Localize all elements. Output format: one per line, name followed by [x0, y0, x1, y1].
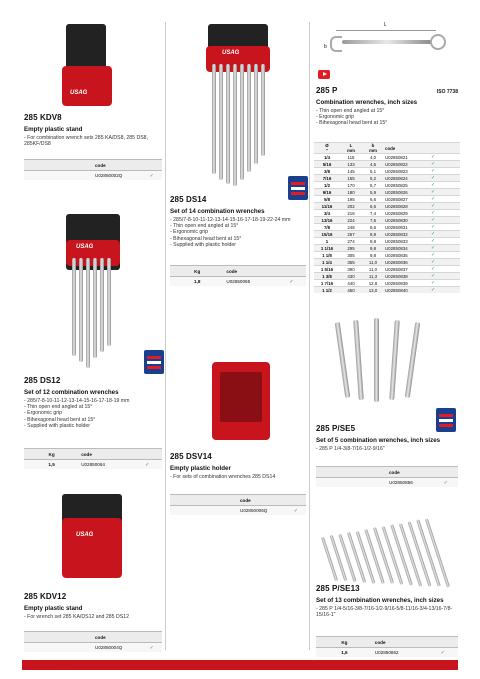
- check-icon: ✓: [430, 210, 460, 217]
- code-header: code: [373, 637, 439, 648]
- table-row: [314, 161, 460, 168]
- code-cell: U02850826: [384, 189, 430, 196]
- table-row: [314, 175, 460, 182]
- size-cell: 11/16: [314, 203, 340, 210]
- size-cell: 1/2: [314, 182, 340, 189]
- length-cell: 224: [340, 217, 362, 224]
- length-cell: 267: [340, 231, 362, 238]
- kg-header: Kg: [316, 637, 373, 648]
- check-icon: ✓: [430, 161, 460, 168]
- kdv12-code-table: [24, 631, 162, 652]
- b-cell: 11,0: [362, 259, 384, 266]
- dsv14-code-table: [170, 494, 306, 515]
- length-cell: 180: [340, 189, 362, 196]
- product-kdv12: [24, 592, 162, 620]
- code-cell: U02850831: [384, 224, 430, 231]
- bullet: - Ergonomic grip: [24, 410, 63, 417]
- size-cell: 1 1/2: [314, 287, 340, 294]
- product-ds14: [170, 195, 306, 248]
- bullet: - Supplied with plastic holder: [170, 241, 237, 248]
- product-bullets: [316, 606, 458, 618]
- check-icon: ✓: [292, 506, 306, 516]
- table-row: [314, 245, 460, 252]
- col-code-header: code: [384, 143, 430, 154]
- check-icon: ✓: [430, 287, 460, 294]
- product-code: 285 KDV8: [24, 113, 62, 122]
- product-code: 285 DSV14: [170, 452, 212, 461]
- product-title: Combination wrenches, inch sizes: [316, 99, 418, 106]
- b-cell: 6,6: [362, 196, 384, 203]
- code-value: U02850006Q: [238, 506, 292, 516]
- code-header: code: [93, 160, 148, 171]
- product-bullets: [24, 614, 162, 620]
- product-pse13: [316, 584, 458, 618]
- code-cell: U02850835: [384, 252, 430, 259]
- product-bullets: [170, 217, 306, 248]
- bullet: - Bihexagonal head bent at 15°: [170, 235, 242, 242]
- length-cell: 155: [340, 175, 362, 182]
- size-cell: 5/16: [314, 161, 340, 168]
- check-icon: ✓: [430, 182, 460, 189]
- col-b-header: b mm: [362, 143, 384, 154]
- product-bullets: [170, 474, 306, 480]
- b-cell: 5,2: [362, 175, 384, 182]
- check-icon: ✓: [143, 460, 162, 470]
- length-cell: 145: [340, 168, 362, 175]
- table-row: [314, 189, 460, 196]
- bullet: - Supplied with plastic holder: [24, 422, 91, 429]
- code-cell: U02850822: [384, 161, 430, 168]
- product-title: Set of 12 combination wrenches: [24, 389, 119, 396]
- product-bullets: [316, 446, 458, 452]
- size-cell: 9/16: [314, 189, 340, 196]
- length-cell: 355: [340, 259, 362, 266]
- code-header: code: [387, 467, 442, 478]
- product-dsv14: [170, 452, 306, 480]
- bullet: - Thin open end angled at 15°: [170, 223, 239, 230]
- table-row: [314, 231, 460, 238]
- code-cell: U02850834: [384, 245, 430, 252]
- code-cell: U02850832: [384, 231, 430, 238]
- check-icon: ✓: [430, 217, 460, 224]
- check-icon: ✓: [430, 280, 460, 287]
- product-code: 285 P/SE5: [316, 424, 356, 433]
- usag-badge-icon: [144, 350, 164, 374]
- code-cell: U02850824: [384, 175, 430, 182]
- check-icon: ✓: [430, 175, 460, 182]
- footer-bar: [22, 660, 458, 670]
- col-length-header: L mm: [340, 143, 362, 154]
- bullet: - 285/7-8-10-11-12-13-14-15-16-17-18-19 mm: [24, 398, 130, 404]
- table-row: [314, 154, 460, 161]
- code-header: code: [224, 266, 287, 277]
- code-cell: U02850830: [384, 217, 430, 224]
- pse5-code-table: [316, 466, 458, 487]
- product-p: [316, 86, 458, 127]
- b-cell: 6,6: [362, 203, 384, 210]
- b-cell: 5,9: [362, 189, 384, 196]
- size-cell: 7/8: [314, 224, 340, 231]
- table-row: [314, 273, 460, 280]
- length-cell: 195: [340, 196, 362, 203]
- product-bullets: [316, 108, 458, 127]
- bullet: - For sets of combination wrenches 285 DS14: [170, 474, 276, 480]
- length-cell: 274: [340, 238, 362, 245]
- bullet: - Ergonomic grip: [170, 229, 209, 236]
- check-icon: ✓: [430, 154, 460, 161]
- length-cell: 216: [340, 210, 362, 217]
- check-icon: ✓: [430, 196, 460, 203]
- bullet: - 285/7-8-10-11-12-13-14-15-16-17-18-19-22-24 mm: [170, 217, 291, 223]
- column-divider-2: [309, 22, 310, 650]
- b-label: b: [324, 44, 327, 50]
- size-cell: 7/16: [314, 175, 340, 182]
- code-cell: U02850833: [384, 238, 430, 245]
- table-row: [314, 252, 460, 259]
- table-row: [314, 266, 460, 273]
- length-cell: 390: [340, 266, 362, 273]
- length-label: L: [384, 22, 387, 28]
- check-icon: ✓: [430, 224, 460, 231]
- length-cell: 202: [340, 203, 362, 210]
- size-cell: 13/16: [314, 217, 340, 224]
- b-cell: 9,8: [362, 252, 384, 259]
- check-icon: ✓: [430, 168, 460, 175]
- length-cell: 170: [340, 182, 362, 189]
- table-row: [314, 287, 460, 294]
- table-row: [314, 238, 460, 245]
- size-cell: 1/4: [314, 154, 340, 161]
- b-cell: 7,5: [362, 217, 384, 224]
- product-kdv8: [24, 113, 162, 147]
- bullet: - For wrench set 285 KA/DS12 and 285 DS12: [24, 614, 129, 620]
- product-code: 285 DS12: [24, 376, 61, 385]
- product-ds12: [24, 376, 162, 429]
- product-bullets: [24, 398, 162, 429]
- bullet: - Bihexagonal head bent at 15°: [24, 416, 96, 423]
- table-row: [314, 203, 460, 210]
- product-title: Set of 5 combination wrenches, inch sizes: [316, 437, 441, 444]
- product-code: 285 KDV12: [24, 592, 67, 601]
- code-cell: U02850828: [384, 203, 430, 210]
- check-icon: ✓: [430, 203, 460, 210]
- wrench-graphic: [338, 534, 356, 583]
- product-pse5: [316, 424, 458, 452]
- ds12-code-table: [24, 448, 162, 469]
- size-cell: 1: [314, 238, 340, 245]
- size-cell: 1 5/16: [314, 266, 340, 273]
- check-icon: ✓: [148, 171, 162, 181]
- code-cell: U02850840: [384, 287, 430, 294]
- check-icon: ✓: [430, 266, 460, 273]
- product-code: 285 P: [316, 86, 338, 95]
- size-cell: 1 1/16: [314, 245, 340, 252]
- bullet: - 285 P 1/4-3/8-7/16-1/2-9/16": [316, 446, 385, 452]
- bullet: - For combination wrench sets 285 KA/DS8, 285 DS8, 285KF/DS8: [24, 135, 148, 148]
- code-cell: U02850823: [384, 168, 430, 175]
- b-cell: 9,8: [362, 238, 384, 245]
- check-icon: ✓: [430, 245, 460, 252]
- size-cell: 3/4: [314, 210, 340, 217]
- table-row: [314, 217, 460, 224]
- check-icon: ✓: [430, 273, 460, 280]
- size-cell: 3/8: [314, 168, 340, 175]
- b-cell: 12,8: [362, 280, 384, 287]
- b-cell: 13,0: [362, 287, 384, 294]
- code-header: code: [238, 495, 292, 506]
- ds14-code-table: [170, 265, 306, 286]
- p-sizes-table: [314, 142, 460, 293]
- table-row: [314, 196, 460, 203]
- code-value: U02850856: [387, 478, 442, 488]
- code-value: U02850064: [79, 460, 143, 470]
- code-value: U02850862: [373, 648, 439, 658]
- product-title: Set of 14 combination wrenches: [170, 208, 265, 215]
- kg-value: 1,5: [24, 460, 79, 470]
- check-icon: ✓: [442, 478, 458, 488]
- product-bullets: [24, 135, 162, 147]
- check-icon: ✓: [439, 648, 458, 658]
- size-cell: 1 1/4: [314, 259, 340, 266]
- code-cell: U02850837: [384, 266, 430, 273]
- b-cell: 4,0: [362, 154, 384, 161]
- code-value: U02850004Q: [93, 643, 148, 653]
- b-cell: 4,6: [362, 161, 384, 168]
- product-title: Set of 13 combination wrenches, inch sizes: [316, 597, 444, 604]
- length-cell: 133: [340, 161, 362, 168]
- b-cell: 7,4: [362, 210, 384, 217]
- length-cell: 440: [340, 280, 362, 287]
- kg-value: 1,8: [170, 277, 224, 287]
- size-cell: 5/8: [314, 196, 340, 203]
- product-title: Empty plastic stand: [24, 605, 83, 612]
- code-cell: U02850827: [384, 196, 430, 203]
- code-value: U02850065: [224, 277, 287, 287]
- check-icon: ✓: [430, 259, 460, 266]
- b-cell: 8,9: [362, 231, 384, 238]
- check-icon: ✓: [430, 231, 460, 238]
- code-cell: U02850821: [384, 154, 430, 161]
- product-code: 285 P/SE13: [316, 584, 360, 593]
- table-row: [314, 259, 460, 266]
- table-row: [314, 210, 460, 217]
- bullet: - Ergonomic grip: [316, 114, 355, 121]
- length-cell: 115: [340, 154, 362, 161]
- iso-label: ISO 7738: [436, 89, 458, 95]
- check-icon: ✓: [430, 238, 460, 245]
- table-row: [314, 168, 460, 175]
- length-cell: 248: [340, 224, 362, 231]
- code-cell: U02850836: [384, 259, 430, 266]
- kg-header: Kg: [24, 449, 79, 460]
- code-header: code: [93, 632, 148, 643]
- bullet: - Bihexagonal head bent at 15°: [316, 120, 388, 127]
- check-icon: ✓: [148, 643, 162, 653]
- pse13-code-table: [316, 636, 458, 657]
- code-cell: U02850825: [384, 182, 430, 189]
- size-cell: 15/16: [314, 231, 340, 238]
- bullet: - Thin open end angled at 15°: [316, 108, 385, 114]
- length-cell: 450: [340, 287, 362, 294]
- check-icon: ✓: [430, 189, 460, 196]
- b-cell: 5,1: [362, 168, 384, 175]
- length-cell: 305: [340, 252, 362, 259]
- length-cell: 430: [340, 273, 362, 280]
- bullet: - Thin open end angled at 15°: [24, 404, 93, 411]
- length-cell: 295: [340, 245, 362, 252]
- size-cell: 1 7/16: [314, 280, 340, 287]
- bullet: - 285 P 1/4-5/16-3/8-7/16-1/2-9/16-5/8-11/16-3/4-13/16-7/8-15/16-1": [316, 606, 453, 619]
- col-diameter-header: Ø ": [314, 143, 340, 154]
- page-number: 126: [24, 657, 46, 672]
- code-header: code: [79, 449, 143, 460]
- b-cell: 11,3: [362, 273, 384, 280]
- youtube-icon[interactable]: [318, 70, 330, 79]
- product-code: 285 DS14: [170, 195, 207, 204]
- size-cell: 1 1/8: [314, 252, 340, 259]
- check-icon: ✓: [430, 252, 460, 259]
- code-value: U02850002Q: [93, 171, 148, 181]
- kg-value: 1,6: [316, 648, 373, 658]
- check-icon: ✓: [287, 277, 306, 287]
- b-cell: 9,8: [362, 245, 384, 252]
- column-divider-1: [165, 22, 166, 650]
- b-cell: 8,6: [362, 224, 384, 231]
- kdv8-code-table: [24, 159, 162, 180]
- table-row: [314, 182, 460, 189]
- table-row: [314, 224, 460, 231]
- product-title: Empty plastic holder: [170, 465, 231, 472]
- product-title: Empty plastic stand: [24, 126, 83, 133]
- table-row: [314, 280, 460, 287]
- size-cell: 1 3/8: [314, 273, 340, 280]
- footer-logo: USAG: [56, 659, 85, 670]
- code-cell: U02850829: [384, 210, 430, 217]
- kg-header: Kg: [170, 266, 224, 277]
- code-cell: U02850839: [384, 280, 430, 287]
- b-cell: 5,7: [362, 182, 384, 189]
- code-cell: U02850838: [384, 273, 430, 280]
- b-cell: 11,0: [362, 266, 384, 273]
